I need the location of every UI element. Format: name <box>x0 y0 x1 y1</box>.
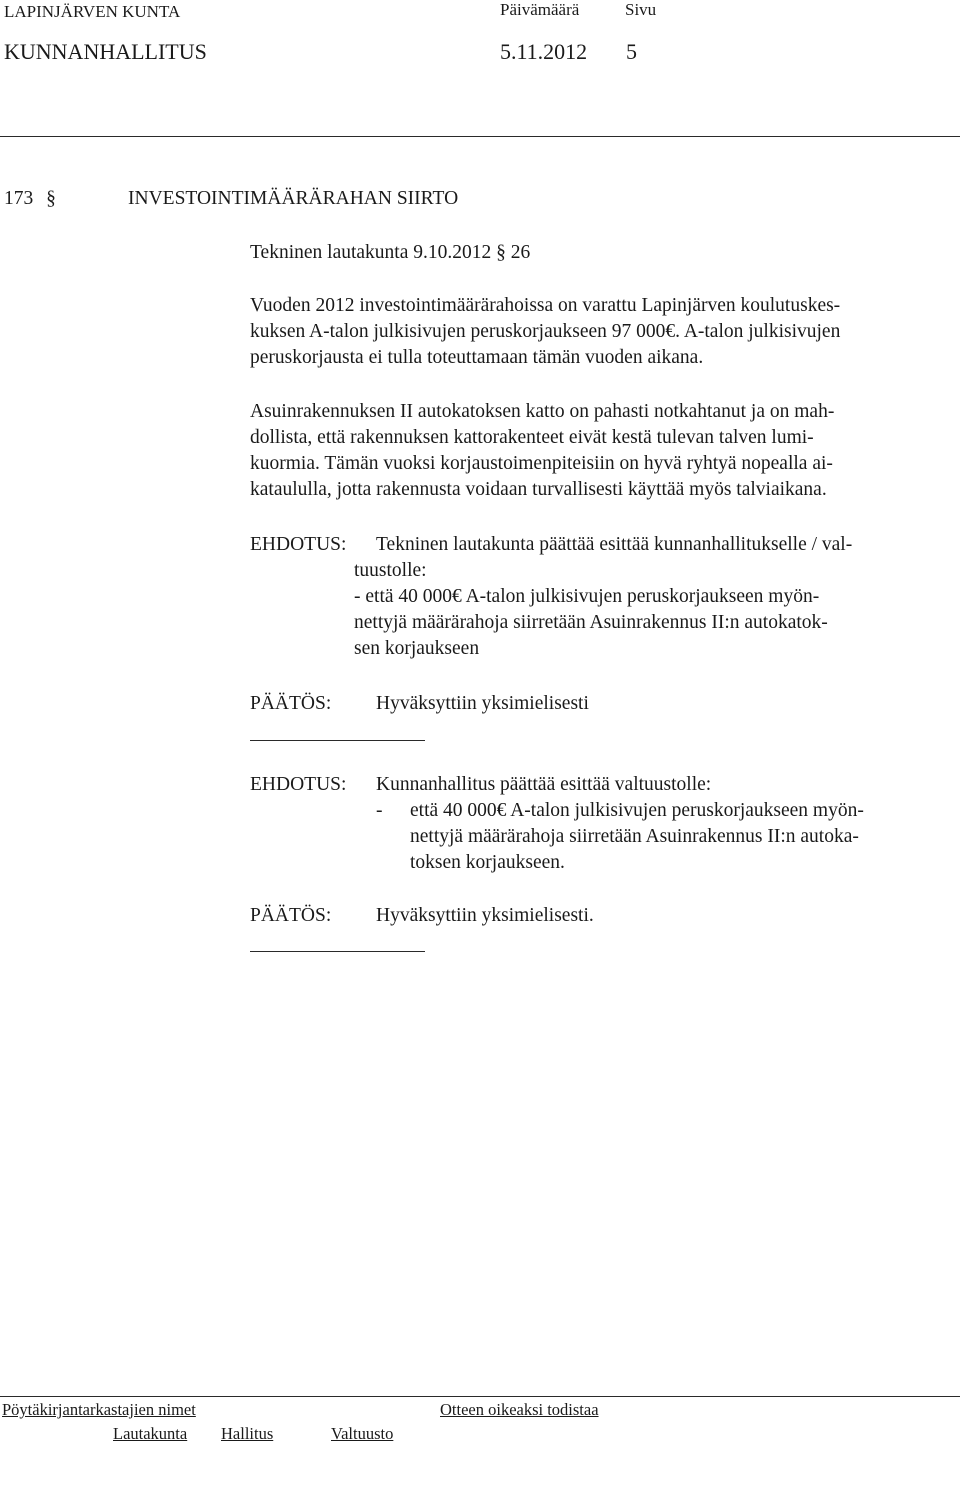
reference-line: Tekninen lautakunta 9.10.2012 § 26 <box>250 242 531 263</box>
proposal-2-list <box>410 798 864 876</box>
page-number: 5 <box>626 39 637 64</box>
decision-2-text: Hyväksyttiin yksimielisesti. <box>376 905 594 926</box>
proposal-1-continuation <box>354 558 828 662</box>
proposal-2-intro: Kunnanhallitus päättää esittää valtuustolle: <box>376 774 712 795</box>
decision-2-divider <box>250 951 425 952</box>
footer-col-valtuusto: Valtuusto <box>331 1424 394 1443</box>
governing-body: KUNNANHALLITUS <box>4 39 207 64</box>
header-divider <box>0 136 960 137</box>
section-title: INVESTOINTIMÄÄRÄRAHAN SIIRTO <box>128 188 459 209</box>
paragraph-2-line: dollista, että rakennuksen kattorakenteet eivät kestä tulevan talven lumi- <box>250 427 814 448</box>
proposal-1-line: nettyjä määrärahoja siirretään Asuinrakennus II:n autokatok- <box>354 612 828 633</box>
footer-col-lautakunta: Lautakunta <box>113 1424 188 1443</box>
proposal-2-dash: - <box>376 800 383 821</box>
paragraph-2 <box>250 399 834 503</box>
proposal-1-line: - että 40 000€ A-talon julkisivujen peruskorjaukseen myön- <box>354 586 820 607</box>
paragraph-2-line: kuormia. Tämän vuoksi korjaustoimenpiteisiin on hyvä ryhtyä nopealla ai- <box>250 453 833 474</box>
proposal-2-line: toksen korjaukseen. <box>410 852 565 873</box>
paragraph-2-line: kataululla, jotta rakennusta voidaan turvallisesti käyttää myös talviaikana. <box>250 479 827 500</box>
decision-1-label: PÄÄTÖS: <box>250 693 332 714</box>
document-date: 5.11.2012 <box>500 39 588 64</box>
proposal-1-text <box>376 532 852 558</box>
date-label: Päivämäärä <box>500 0 580 19</box>
paragraph-1-line: Vuoden 2012 investointimäärärahoissa on varattu Lapinjärven koulutuskes- <box>250 295 841 316</box>
proposal-2-label: EHDOTUS: <box>250 774 347 795</box>
section-number-value: 173 <box>4 188 34 209</box>
paragraph-1-line: kuksen A-talon julkisivujen peruskorjaukseen 97 000€. A-talon julkisivujen <box>250 321 841 342</box>
proposal-1-line: sen korjaukseen <box>354 638 480 659</box>
paragraph-1 <box>250 293 840 371</box>
checkers-label: Pöytäkirjantarkastajien nimet <box>2 1400 196 1419</box>
section-symbol: § <box>46 188 56 209</box>
proposal-2-line: että 40 000€ A-talon julkisivujen peruskorjaukseen myön- <box>410 800 864 821</box>
decision-1-text: Hyväksyttiin yksimielisesti <box>376 693 589 714</box>
page-label: Sivu <box>625 0 657 19</box>
decision-2-label: PÄÄTÖS: <box>250 905 332 926</box>
paragraph-2-line: Asuinrakennuksen II autokatoksen katto on pahasti notkahtanut ja on mah- <box>250 401 835 422</box>
certified-label: Otteen oikeaksi todistaa <box>440 1400 599 1419</box>
proposal-1-line: tuustolle: <box>354 560 427 581</box>
proposal-2-line: nettyjä määrärahoja siirretään Asuinrakennus II:n autoka- <box>410 826 859 847</box>
footer-divider <box>0 1396 960 1397</box>
proposal-1-line: Tekninen lautakunta päättää esittää kunnanhallitukselle / val- <box>376 534 853 555</box>
proposal-1-label: EHDOTUS: <box>250 534 347 555</box>
org-name: LAPINJÄRVEN KUNTA <box>4 2 181 21</box>
footer-col-hallitus: Hallitus <box>221 1424 274 1443</box>
section-number <box>4 186 56 212</box>
decision-1-divider <box>250 740 425 741</box>
paragraph-1-line: peruskorjausta ei tulla toteuttamaan tämän vuoden aikana. <box>250 347 704 368</box>
